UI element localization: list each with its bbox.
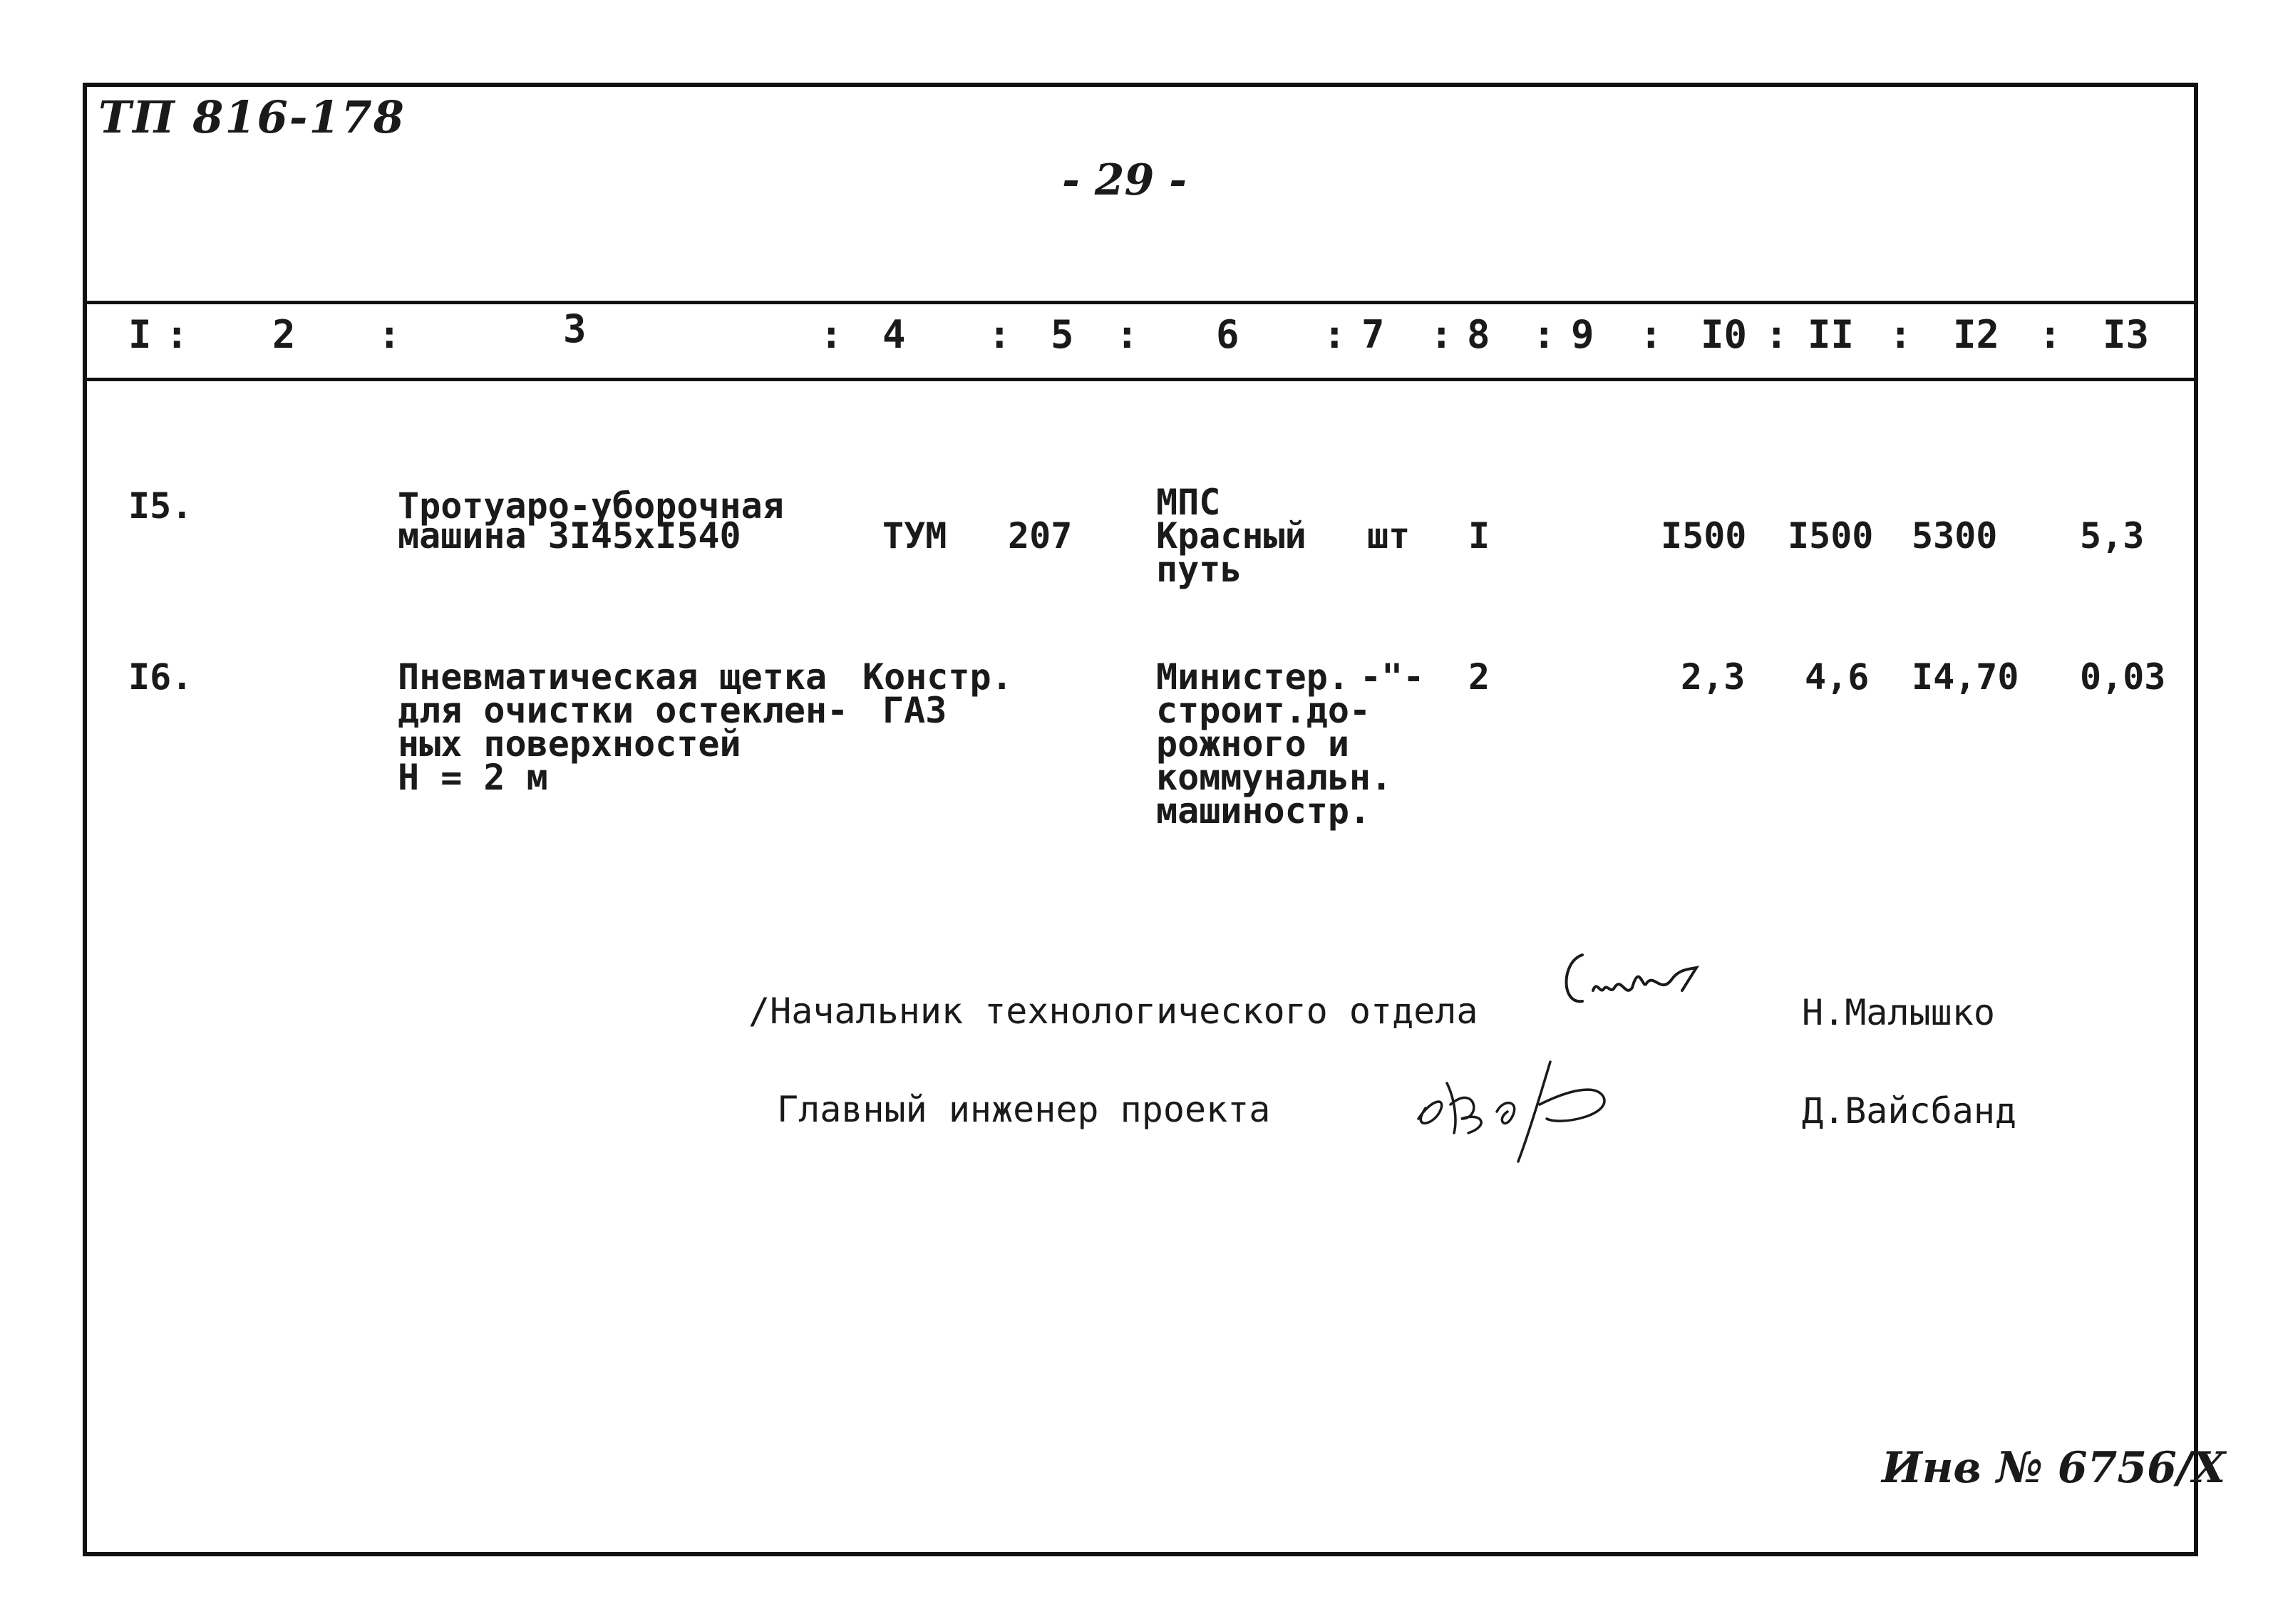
item-description-line: для очистки остеклен-	[398, 690, 849, 731]
col-separator: :	[1532, 312, 1556, 357]
document-code: ТП 816-178	[98, 91, 406, 143]
col-header-10: I0	[1701, 312, 1748, 357]
handwritten-signature	[1554, 941, 1725, 1026]
row-number: I6.	[128, 656, 193, 698]
page-number: - 29 -	[1062, 155, 1187, 205]
col-header-8: 8	[1467, 312, 1490, 357]
col-separator: :	[1889, 312, 1912, 357]
item-description-line: машина 3I45xI540	[398, 515, 741, 557]
signatory-name: Н.Малышко	[1802, 992, 1995, 1033]
inventory-number: Инв № 6756/Х	[1882, 1443, 2226, 1493]
col-separator: :	[165, 312, 189, 357]
total-price: 4,6	[1805, 656, 1870, 698]
total-price: I500	[1788, 515, 1874, 557]
header-top-rule	[83, 301, 2198, 304]
col-separator: :	[1430, 312, 1453, 357]
col-separator: :	[2039, 312, 2062, 357]
manufacturer-line: Красный	[1156, 515, 1306, 557]
signatory-title: Главный инженер проекта	[777, 1089, 1271, 1130]
item-type: ГАЗ	[882, 690, 947, 731]
item-description-line: Тротуаро-уборочная	[398, 485, 784, 527]
col-separator: :	[988, 312, 1011, 357]
row-number: I5.	[128, 485, 193, 527]
col-header-7: 7	[1361, 312, 1385, 357]
total-weight: 0,03	[2080, 656, 2166, 698]
col-separator: :	[1323, 312, 1346, 357]
manufacturer-line: МПС	[1156, 482, 1221, 523]
col-header-6: 6	[1216, 312, 1239, 357]
weight: 5300	[1912, 515, 1998, 557]
item-type: Констр.	[862, 656, 1013, 698]
unit: -"-	[1360, 656, 1425, 698]
col-header-11: II	[1808, 312, 1855, 357]
unit: шт	[1367, 515, 1411, 557]
handwritten-signature	[1397, 1040, 1639, 1169]
manufacturer-line: коммунальн.	[1156, 757, 1393, 798]
col-header-13: I3	[2103, 312, 2150, 357]
manufacturer-line: рожного и	[1156, 723, 1349, 765]
unit-price: I500	[1661, 515, 1747, 557]
signatory-name: Д.Вайсбанд	[1802, 1090, 2017, 1132]
col-header-2: 2	[272, 312, 296, 357]
col-header-9: 9	[1571, 312, 1594, 357]
col-header-1: I	[128, 312, 152, 357]
col-header-12: I2	[1953, 312, 2000, 357]
weight: I4,70	[1912, 656, 2019, 698]
manufacturer-line: машиностр.	[1156, 790, 1371, 832]
col-separator: :	[1765, 312, 1788, 357]
manufacturer-line: строит.до-	[1156, 690, 1371, 731]
unit-price: 2,3	[1681, 656, 1746, 698]
quantity: I	[1468, 515, 1490, 557]
col-header-4: 4	[882, 312, 906, 357]
item-description-line: Н = 2 м	[398, 757, 548, 798]
item-code: 207	[1008, 515, 1073, 557]
col-header-5: 5	[1051, 312, 1074, 357]
item-description-line: Пневматическая щетка	[398, 656, 828, 698]
item-description-line: ных поверхностей	[398, 723, 741, 765]
col-separator: :	[820, 312, 843, 357]
signatory-title: /Начальник технологического отдела	[748, 991, 1478, 1032]
total-weight: 5,3	[2080, 515, 2145, 557]
col-separator: :	[378, 312, 401, 357]
col-separator: :	[1639, 312, 1663, 357]
manufacturer-line: Министер.	[1156, 656, 1349, 698]
col-separator: :	[1115, 312, 1139, 357]
header-bottom-rule	[83, 378, 2198, 381]
item-type: ТУМ	[882, 515, 947, 557]
manufacturer-line: путь	[1156, 549, 1242, 590]
col-header-3: 3	[563, 306, 587, 351]
quantity: 2	[1468, 656, 1490, 698]
